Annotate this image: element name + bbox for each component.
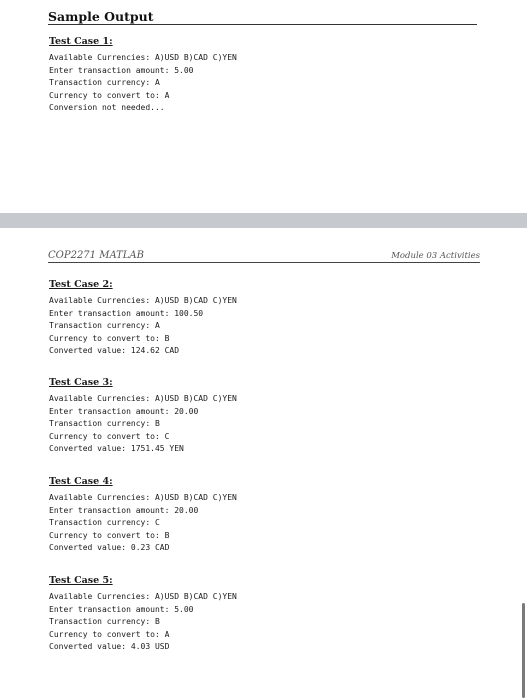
console-line: Enter transaction amount: 20.00 bbox=[49, 406, 199, 416]
console-line: Transaction currency: A bbox=[49, 78, 160, 88]
console-line: Transaction currency: B bbox=[49, 419, 160, 429]
course-code: COP2271 MATLAB bbox=[48, 250, 145, 261]
test-case-1 bbox=[49, 36, 237, 115]
console-line: Enter transaction amount: 20.00 bbox=[49, 505, 199, 515]
test-case-title: Test Case 4: bbox=[49, 476, 113, 487]
console-line: Enter transaction amount: 5.00 bbox=[49, 604, 194, 614]
running-header bbox=[48, 248, 480, 263]
section-heading: Sample Output bbox=[48, 9, 154, 24]
test-case-5 bbox=[49, 575, 237, 654]
console-line: Available Currencies: A)USD B)CAD C)YEN bbox=[49, 394, 237, 403]
console-line: Transaction currency: B bbox=[49, 617, 160, 627]
test-case-title: Test Case 5: bbox=[49, 575, 113, 586]
console-line: Available Currencies: A)USD B)CAD C)YEN bbox=[49, 493, 237, 502]
console-line: Available Currencies: A)USD B)CAD C)YEN bbox=[49, 53, 237, 62]
console-line: Converted value: 124.62 CAD bbox=[49, 346, 180, 356]
vertical-scrollbar[interactable] bbox=[518, 228, 527, 700]
console-output bbox=[49, 492, 237, 555]
console-line: Conversion not needed... bbox=[49, 103, 165, 113]
document-page-top bbox=[0, 0, 527, 213]
console-line: Currency to convert to: A bbox=[49, 629, 170, 639]
test-case-title: Test Case 2: bbox=[49, 279, 113, 290]
console-output bbox=[49, 295, 237, 358]
console-line: Currency to convert to: C bbox=[49, 431, 170, 441]
console-output bbox=[49, 393, 237, 456]
console-line: Transaction currency: C bbox=[49, 518, 160, 528]
console-line: Available Currencies: A)USD B)CAD C)YEN bbox=[49, 296, 237, 305]
console-output bbox=[49, 52, 237, 115]
test-case-4 bbox=[49, 476, 237, 555]
heading-rule bbox=[48, 24, 477, 25]
page-gap bbox=[0, 213, 527, 228]
console-line: Currency to convert to: A bbox=[49, 90, 170, 100]
console-line: Converted value: 1751.45 YEN bbox=[49, 444, 184, 454]
test-case-title: Test Case 3: bbox=[49, 377, 113, 388]
module-title: Module 03 Activities bbox=[391, 251, 480, 261]
test-case-3 bbox=[49, 377, 237, 456]
console-line: Available Currencies: A)USD B)CAD C)YEN bbox=[49, 592, 237, 601]
console-line: Currency to convert to: B bbox=[49, 530, 170, 540]
console-line: Currency to convert to: B bbox=[49, 333, 170, 343]
console-line: Enter transaction amount: 100.50 bbox=[49, 308, 204, 318]
console-line: Transaction currency: A bbox=[49, 321, 160, 331]
console-line: Converted value: 0.23 CAD bbox=[49, 543, 170, 553]
scrollbar-thumb[interactable] bbox=[522, 603, 525, 698]
test-case-title: Test Case 1: bbox=[49, 36, 113, 47]
console-line: Enter transaction amount: 5.00 bbox=[49, 65, 194, 75]
console-output bbox=[49, 591, 237, 654]
test-case-2 bbox=[49, 279, 237, 358]
document-page-bottom bbox=[0, 228, 527, 700]
console-line: Converted value: 4.03 USD bbox=[49, 642, 170, 652]
